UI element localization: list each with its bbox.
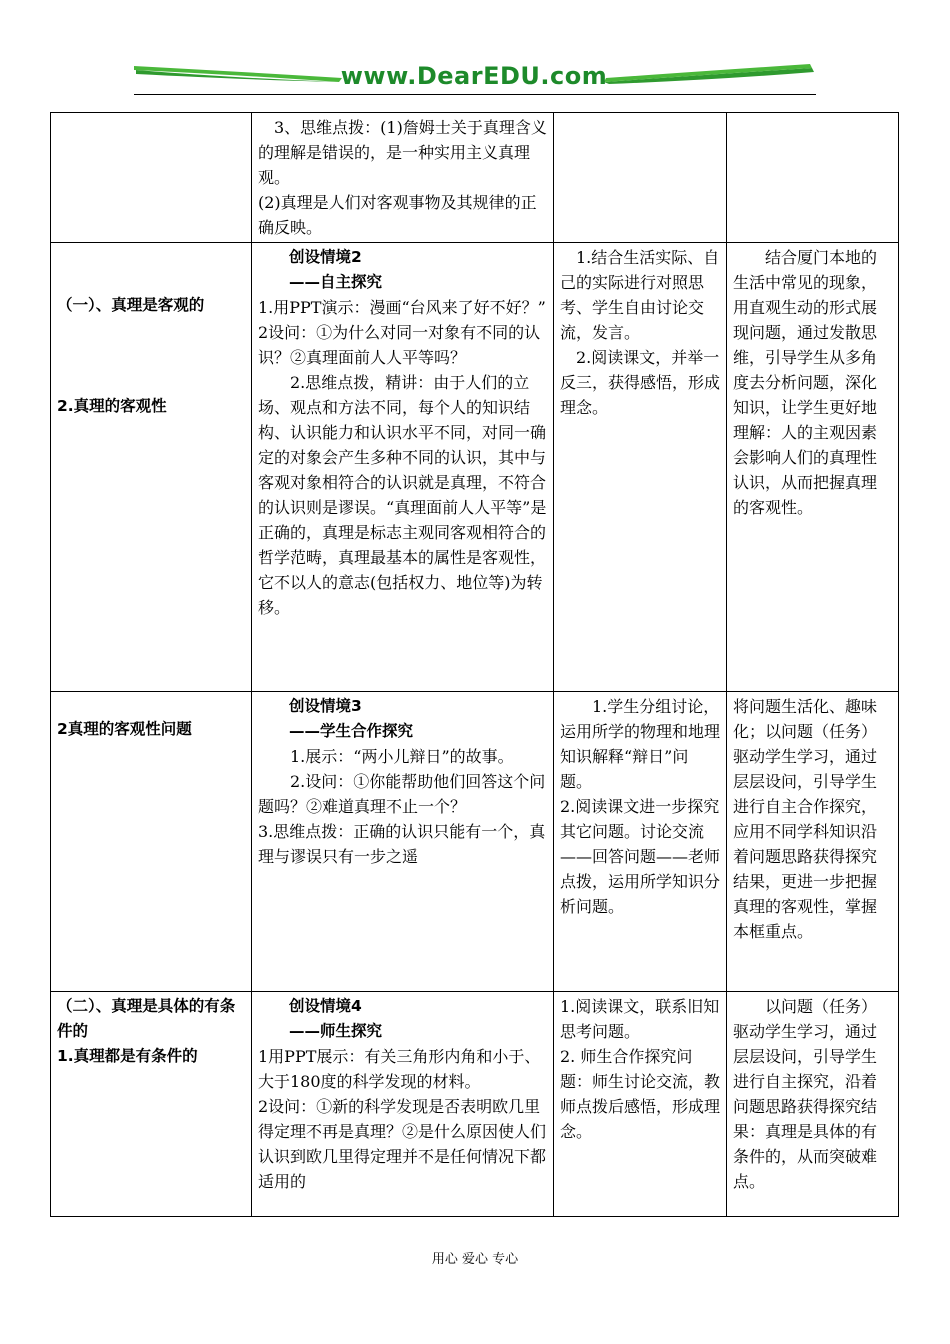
activity-text: 1.展示：“两小儿辩日”的故事。	[290, 747, 514, 766]
activity-text: 3.思维点拨：正确的认识只能有一个，真理与谬误只有一步之遥	[258, 822, 546, 866]
table-row	[51, 243, 899, 692]
table-row	[51, 692, 899, 992]
section-subheading: 1.真理都是有条件的	[57, 1047, 198, 1065]
student-text: 2.阅读课文，并举一反三，获得感悟，形成理念。	[560, 348, 721, 417]
student-activity-cell	[554, 243, 727, 692]
teaching-activity-cell	[252, 113, 554, 243]
activity-text: 2设问：①新的科学发现是否表明欧几里得定理不再是真理？②是什么原因使人们认识到欧几里得定理并不是任何情况下都适用的	[258, 1097, 547, 1191]
site-logo-text[interactable]: www.DearEDU.com	[340, 62, 608, 90]
section-cell	[51, 692, 252, 992]
scenario-subtitle: ——师生探究	[289, 1022, 383, 1040]
student-activity-cell	[554, 692, 727, 992]
page-footer: 用心 爱心 专心	[431, 1252, 519, 1267]
activity-text: (2)真理是人们对客观事物及其规律的正确反映。	[258, 193, 537, 237]
intent-text: 将问题生活化、趣味化；以问题（任务）驱动学生学习，通过层层设问，引导学生进行自主合作探究，应用不同学科知识沿着问题思路获得探究结果，更进一步把握真理的客观性，掌握本框重点。	[733, 697, 878, 941]
student-text: 1.学生分组讨论，运用所学的物理和地理知识解释“辩日”问题。	[560, 697, 721, 791]
student-text: 2.阅读课文进一步探究其它问题。讨论交流——回答问题——老师点拨，运用所学知识分析问题。	[560, 797, 721, 916]
scenario-title: 创设情境2	[289, 248, 362, 266]
activity-text: 2.设问：①你能帮助他们回答这个问题吗？②难道真理不止一个？	[258, 772, 546, 816]
section-subheading: 2.真理的客观性	[57, 397, 167, 415]
student-text: 1.阅读课文，联系旧知思考问题。	[560, 997, 720, 1041]
section-cell	[51, 113, 252, 243]
table-row	[51, 992, 899, 1217]
activity-text: 1用PPT展示：有关三角形内角和小于、大于180度的科学发现的材料。	[258, 1047, 541, 1091]
activity-text: 2设问：①为什么对同一对象有不同的认识？②真理面前人人平等吗？	[258, 323, 541, 367]
lesson-plan-table	[50, 112, 899, 1217]
student-activity-cell	[554, 992, 727, 1217]
section-heading: （一）、真理是客观的	[57, 296, 205, 314]
section-cell	[51, 243, 252, 692]
scenario-subtitle: ——学生合作探究	[289, 722, 414, 740]
design-intent-cell	[727, 992, 899, 1217]
activity-text: 3、思维点拨：(1)詹姆士关于真理含义的理解是错误的，是一种实用主义真理观。	[258, 118, 547, 187]
header-divider	[134, 94, 816, 95]
scenario-title: 创设情境4	[289, 997, 362, 1015]
intent-text: 以问题（任务）驱动学生学习，通过层层设问，引导学生进行自主探究，沿着问题思路获得探究结果：真理是具体的有条件的，从而突破难点。	[733, 997, 878, 1191]
intent-text: 结合厦门本地的生活中常见的现象，用直观生动的形式展现问题，通过发散思维，引导学生从多角度去分析问题，深化知识，让学生更好地理解：人的主观因素会影响人们的真理性认识，从而把握真理的客观性。	[733, 248, 878, 517]
design-intent-cell	[727, 113, 899, 243]
scenario-title: 创设情境3	[289, 697, 362, 715]
section-cell	[51, 992, 252, 1217]
table-row	[51, 113, 899, 243]
student-activity-cell	[554, 113, 727, 243]
student-text: 2. 师生合作探究问题：师生讨论交流，教师点拨后感悟，形成理念。	[560, 1047, 721, 1141]
activity-text: 2.思维点拨，精讲：由于人们的立场、观点和方法不同，每个人的知识结构、认识能力和认识水平不同，对同一确定的对象会产生多种不同的认识，其中与客观对象相符合的认识就是真理，不符合的认识则是谬误。“真理面前人人平等”是正确的，真理是标志主观同客观相符合的哲学范畴，真理最基本的属性是客观性，它不以人的意志(包括权力、地位等)为转移。	[258, 373, 547, 617]
site-header	[134, 60, 814, 94]
scenario-subtitle: ——自主探究	[289, 273, 383, 291]
teaching-activity-cell	[252, 692, 554, 992]
teaching-activity-cell	[252, 992, 554, 1217]
student-text: 1.结合生活实际、自己的实际进行对照思考、学生自由讨论交流，发言。	[560, 248, 720, 342]
section-heading: 2真理的客观性问题	[57, 720, 192, 738]
teaching-activity-cell	[252, 243, 554, 692]
design-intent-cell	[727, 243, 899, 692]
activity-text: 1.用PPT演示：漫画“台风来了好不好？”	[258, 298, 546, 317]
design-intent-cell	[727, 692, 899, 992]
section-heading: （二）、真理是具体的有条件的	[57, 997, 236, 1040]
